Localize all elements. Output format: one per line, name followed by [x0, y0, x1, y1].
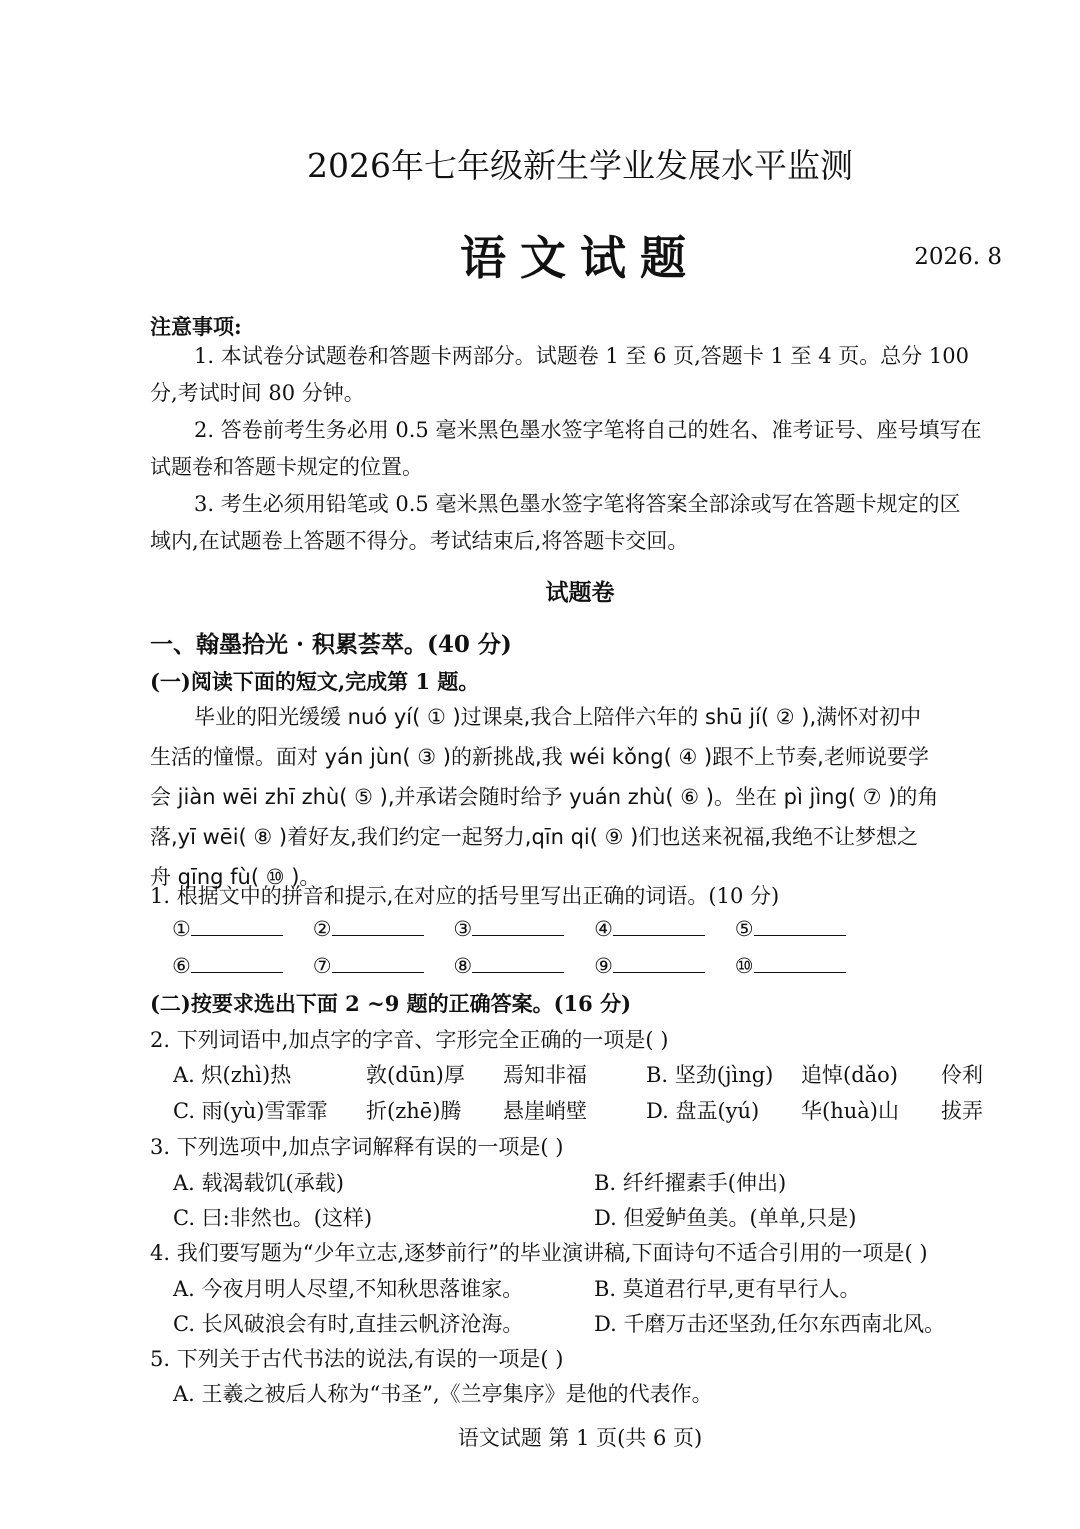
blank-label: ④ — [594, 917, 613, 941]
q3-option: D. 但爱鲈鱼美。(单单,只是) — [594, 1206, 857, 1230]
notice-block — [150, 338, 1010, 560]
subject-title: 语文试题 — [460, 231, 700, 285]
q2-option: 敦(dūn)厚 — [366, 1063, 465, 1087]
exam-date: 2026. 8 — [914, 244, 1002, 270]
page-footer: 语文试题 第 1 页(共 6 页) — [457, 1426, 703, 1450]
notice-line: 1. 本试卷分试题卷和答题卡两部分。试题卷 1 至 6 页,答题卡 1 至 4 页。总分 100 — [194, 344, 969, 368]
q2-option: 折(zhē)腾 — [366, 1099, 462, 1123]
q2-option: 拔弄 — [941, 1099, 983, 1123]
q3-option: A. 载渴载饥(承载) — [173, 1171, 344, 1195]
sub2-title: (二)按要求选出下面 2 ~9 题的正确答案。(16 分) — [150, 991, 632, 1016]
notice-line: 试题卷和答题卡规定的位置。 — [150, 455, 423, 479]
answer-blank[interactable] — [594, 915, 728, 941]
blank-label: ⑥ — [172, 954, 191, 978]
answer-blank[interactable] — [735, 915, 869, 941]
blank-label: ⑧ — [453, 954, 473, 978]
answer-blank[interactable] — [313, 952, 447, 978]
q2-option: 悬崖峭壁 — [503, 1099, 587, 1123]
answer-blank[interactable] — [453, 915, 587, 941]
q2-option: C. 雨(yù)雪霏霏 — [173, 1099, 328, 1123]
blank-label: ② — [312, 917, 332, 941]
q4-option: A. 今夜月明人尽望,不知秋思落谁家。 — [173, 1277, 524, 1301]
q2-option: 追悼(dǎo) — [801, 1063, 898, 1087]
passage-line: 落,yī wēi( ⑧ )着好友,我们约定一起努力,qīn qi( ⑨ )们也送来祝福,我绝不让梦想之 — [150, 825, 919, 849]
q2-option: 焉知非福 — [503, 1063, 587, 1087]
passage-line: 毕业的阳光缓缓 nuó yí( ① )过课桌,我合上陪伴六年的 shū jí( ② ),满怀对初中 — [194, 705, 922, 729]
notice-line: 域内,在试题卷上答题不得分。考试结束后,将答题卡交回。 — [150, 529, 689, 553]
q4-option: D. 千磨万击还坚劲,任尔东西南北风。 — [594, 1312, 946, 1336]
q3-option: C. 曰:非然也。(这样) — [173, 1206, 373, 1230]
notice-line: 2. 答卷前考生务必用 0.5 毫米黑色墨水签字笔将自己的姓名、准考证号、座号填写在 — [194, 418, 982, 442]
sub1-title: (一)阅读下面的短文,完成第 1 题。 — [150, 669, 480, 694]
passage-line: 生活的憧憬。面对 yán jùn( ③ )的新挑战,我 wéi kǒng( ④ )跟不上节奏,老师说要学 — [150, 745, 929, 769]
blank-label: ⑤ — [734, 917, 754, 941]
q3-stem: 3. 下列选项中,加点字词解释有误的一项是( ) — [150, 1135, 564, 1159]
answer-blank[interactable] — [594, 952, 728, 978]
answer-blank[interactable] — [313, 915, 447, 941]
q4-option: B. 莫道君行早,更有早行人。 — [594, 1277, 861, 1301]
q2-option: D. 盘盂(yú) — [646, 1099, 760, 1123]
q1-stem: 1. 根据文中的拼音和提示,在对应的括号里写出正确的词语。(10 分) — [150, 884, 780, 908]
passage-line: 舟 qīng fù( ⑩ )。 — [150, 865, 321, 889]
answer-blank[interactable] — [172, 952, 306, 978]
part1-title: 一、翰墨拾光 · 积累荟萃。(40 分) — [150, 631, 512, 658]
notice-line: 分,考试时间 80 分钟。 — [150, 381, 365, 405]
q1-blanks-row1 — [172, 915, 869, 941]
notice-line: 3. 考生必须用铅笔或 0.5 毫米黑色墨水签字笔将答案全部涂或写在答题卡规定的区 — [194, 492, 961, 516]
q3-option: B. 纤纤擢素手(伸出) — [594, 1171, 787, 1195]
q4-option: C. 长风破浪会有时,直挂云帆济沧海。 — [173, 1312, 524, 1336]
q2-option: A. 炽(zhì)热 — [173, 1063, 292, 1087]
blank-label: ① — [172, 917, 191, 941]
answer-blank[interactable] — [735, 952, 869, 978]
section-label: 试题卷 — [545, 579, 615, 606]
blank-label: ⑩ — [734, 954, 754, 978]
q2-option: B. 坚劲(jìng) — [646, 1063, 774, 1087]
answer-blank[interactable] — [172, 915, 306, 941]
notice-heading: 注意事项: — [150, 314, 242, 339]
reading-passage — [150, 697, 1010, 897]
q5-option: A. 王羲之被后人称为“书圣”,《兰亭集序》是他的代表作。 — [173, 1382, 713, 1406]
q5-stem: 5. 下列关于古代书法的说法,有误的一项是( ) — [150, 1347, 564, 1371]
q2-option: 伶利 — [941, 1063, 983, 1087]
q2-stem: 2. 下列词语中,加点字的字音、字形完全正确的一项是( ) — [150, 1028, 669, 1052]
q4-stem: 4. 我们要写题为“少年立志,逐梦前行”的毕业演讲稿,下面诗句不适合引用的一项是( ) — [150, 1241, 928, 1265]
blank-label: ③ — [453, 917, 473, 941]
q2-option: 华(huà)山 — [801, 1099, 899, 1123]
blank-label: ⑦ — [312, 954, 332, 978]
passage-line: 会 jiàn wēi zhī zhù( ⑤ ),并承诺会随时给予 yuán zhù( ⑥ )。坐在 pì jìng( ⑦ )的角 — [150, 785, 939, 809]
blank-label: ⑨ — [594, 954, 613, 978]
exam-title: 2026年七年级新生学业发展水平监测 — [307, 146, 853, 185]
answer-blank[interactable] — [453, 952, 587, 978]
q1-blanks-row2 — [172, 952, 869, 978]
